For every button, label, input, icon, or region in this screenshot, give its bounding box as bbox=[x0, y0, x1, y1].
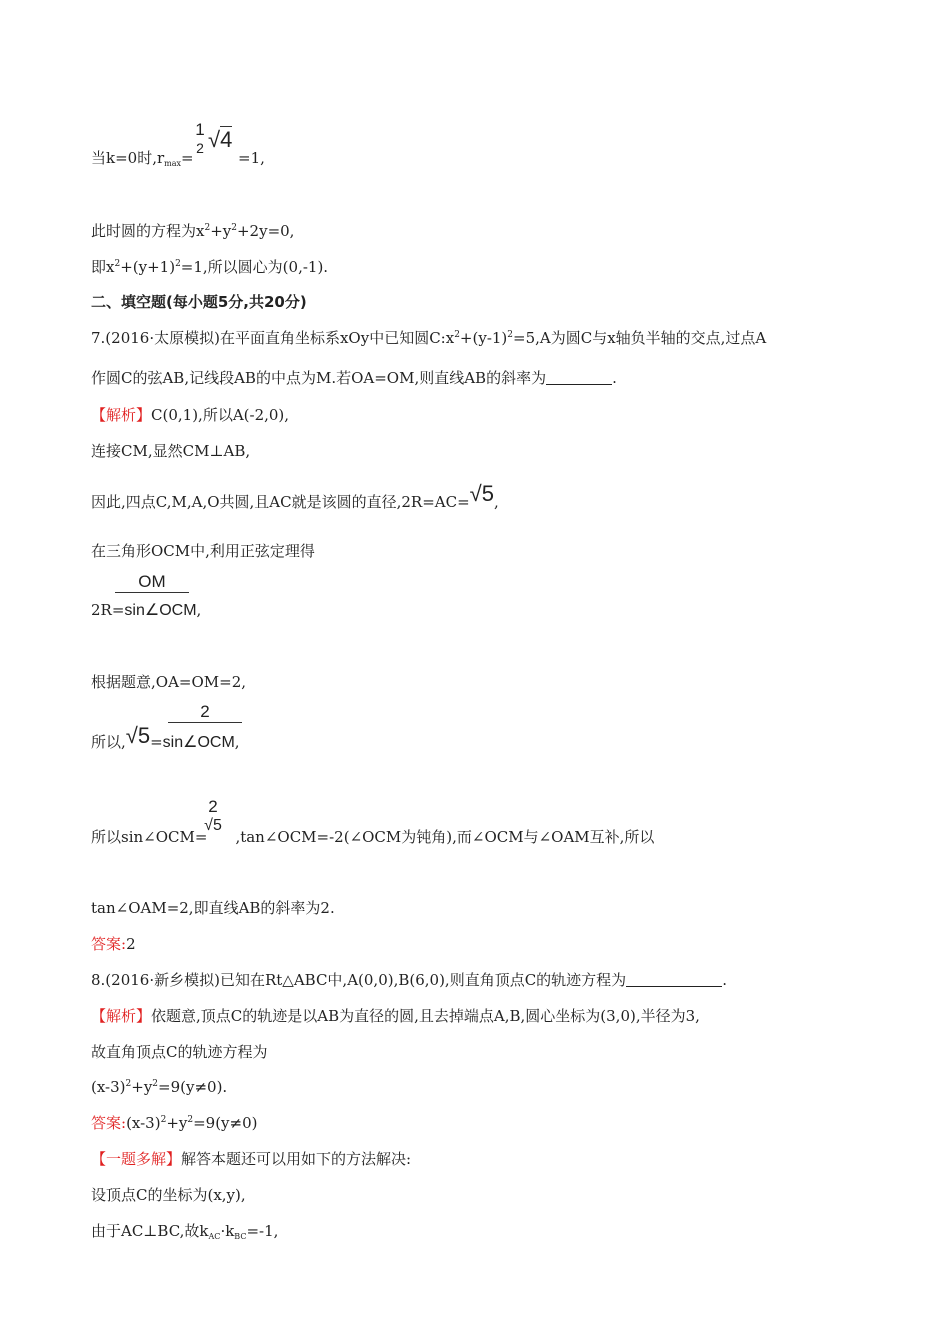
fraction-bar bbox=[115, 592, 189, 593]
denominator: sin∠OCM bbox=[162, 734, 235, 751]
text: +y bbox=[131, 1078, 153, 1096]
text: (x-3) bbox=[126, 1114, 161, 1132]
sol7-answer bbox=[91, 934, 136, 954]
superscript: 2 bbox=[175, 259, 181, 269]
text: , bbox=[493, 493, 499, 511]
text: 作圆C的弦AB,记线段AB的中点为M.若OA=OM,则直线AB的斜率为 bbox=[91, 369, 547, 387]
fraction-one-half bbox=[193, 120, 207, 156]
multi-line3 bbox=[91, 1221, 278, 1241]
text: =9(y≠0). bbox=[158, 1078, 228, 1096]
rmax-line bbox=[91, 148, 194, 168]
text: ,tan∠OCM=-2(∠OCM为钝角),而∠OCM与∠OAM互补,所以 bbox=[235, 828, 655, 846]
text: 故直角顶点C的轨迹方程为 bbox=[91, 1043, 268, 1061]
fraction-2-over-sin bbox=[168, 702, 242, 723]
superscript: 2 bbox=[187, 1115, 194, 1125]
superscript: 2 bbox=[125, 1079, 132, 1089]
sqrt-5: √5 bbox=[469, 481, 494, 506]
multi-line1 bbox=[91, 1149, 411, 1169]
text: =-1, bbox=[246, 1222, 279, 1240]
superscript: 2 bbox=[454, 330, 460, 340]
superscript: 2 bbox=[204, 223, 211, 233]
text: 所以sin∠OCM= bbox=[91, 828, 208, 846]
answer-value: 2 bbox=[126, 935, 136, 953]
circle-equation bbox=[91, 221, 294, 241]
numerator: 1 bbox=[195, 120, 205, 139]
text: +(y+1) bbox=[120, 258, 176, 276]
q7-line1 bbox=[91, 328, 766, 348]
text: C(0,1),所以A(-2,0), bbox=[151, 406, 290, 424]
superscript: 2 bbox=[160, 1115, 167, 1125]
sol7-line5 bbox=[91, 600, 201, 621]
sol7-line6 bbox=[91, 672, 246, 692]
fraction-om-over-sin bbox=[115, 572, 189, 593]
sqrt-symbol: √ bbox=[208, 127, 221, 152]
numerator: 2 bbox=[208, 797, 218, 816]
answer-blank[interactable] bbox=[626, 972, 722, 987]
text: 连接CM,显然CM⊥AB, bbox=[91, 442, 251, 460]
text: tan∠OAM=2,即直线AB的斜率为2. bbox=[91, 899, 335, 917]
sol8-line3 bbox=[91, 1077, 227, 1097]
text: 由于AC⊥BC,故k bbox=[91, 1222, 209, 1240]
circle-center-line bbox=[91, 257, 328, 277]
text: 因此,四点C,M,A,O共圆,且AC就是该圆的直径,2R=AC= bbox=[91, 493, 470, 511]
sol7-line7 bbox=[91, 723, 240, 753]
answer-blank[interactable] bbox=[546, 370, 612, 385]
denominator: 2 bbox=[196, 140, 204, 156]
text: = bbox=[150, 733, 163, 751]
text: 解答本题还可以用如下的方法解决: bbox=[181, 1150, 412, 1168]
answer-label: 答案: bbox=[91, 935, 127, 953]
text: . bbox=[612, 369, 617, 387]
text: (x-3) bbox=[91, 1078, 126, 1096]
multi-line2 bbox=[91, 1185, 246, 1205]
superscript: 2 bbox=[507, 330, 514, 340]
superscript: 2 bbox=[152, 1079, 159, 1089]
denominator: sin∠OCM bbox=[124, 602, 197, 619]
text: , bbox=[196, 601, 202, 619]
q7-line2 bbox=[91, 368, 617, 388]
sol7-line4 bbox=[91, 541, 315, 561]
text: 根据题意,OA=OM=2, bbox=[91, 673, 247, 691]
text: 依题意,顶点C的轨迹是以AB为直径的圆,且去掉端点A,B,圆心坐标为(3,0),半径为3, bbox=[151, 1007, 700, 1025]
text: 8.(2016·新乡模拟)已知在Rt△ABC中,A(0,0),B(6,0),则直角顶点C的轨迹方程为 bbox=[91, 971, 627, 989]
text: , bbox=[234, 733, 240, 751]
sol7-line8 bbox=[91, 827, 654, 847]
rmax-result bbox=[238, 148, 265, 168]
sqrt-5: √5 bbox=[125, 723, 151, 748]
multi-solution-tag: 【一题多解】 bbox=[91, 1150, 182, 1168]
text: +2y=0, bbox=[236, 222, 295, 240]
text: 设顶点C的坐标为(x,y), bbox=[91, 1186, 246, 1204]
text: . bbox=[722, 971, 727, 989]
superscript: 2 bbox=[114, 259, 121, 269]
section-heading: 二、填空题(每小题5分,共20分) bbox=[91, 293, 307, 311]
radicand: 4 bbox=[220, 127, 233, 152]
sol8-line1 bbox=[91, 1006, 700, 1026]
text: =5,A为圆C与x轴负半轴的交点,过点A bbox=[513, 329, 767, 347]
text: = bbox=[181, 149, 194, 167]
text: =9(y≠0) bbox=[193, 1114, 258, 1132]
text: 在三角形OCM中,利用正弦定理得 bbox=[91, 542, 315, 560]
text: =1,所以圆心为(0,-1). bbox=[180, 258, 329, 276]
denominator: √5 bbox=[204, 817, 222, 834]
fraction-bar bbox=[168, 722, 242, 723]
sqrt-4 bbox=[208, 126, 232, 154]
text: 所以, bbox=[91, 733, 126, 751]
superscript: 2 bbox=[231, 223, 237, 233]
sol7-line1 bbox=[91, 405, 289, 425]
subscript: AC bbox=[208, 1232, 221, 1241]
subscript: max bbox=[164, 159, 182, 168]
analysis-tag: 【解析】 bbox=[91, 406, 152, 424]
text: 当k=0时,r bbox=[91, 149, 165, 167]
subscript: BC bbox=[234, 1232, 247, 1241]
numerator: OM bbox=[138, 572, 166, 591]
text: +y bbox=[166, 1114, 188, 1132]
text: 即x bbox=[91, 258, 115, 276]
sol7-line2 bbox=[91, 441, 250, 461]
text: 2R= bbox=[91, 601, 125, 619]
text: +y bbox=[210, 222, 232, 240]
numerator: 2 bbox=[200, 702, 210, 721]
q8-line bbox=[91, 970, 727, 990]
section-title bbox=[91, 292, 307, 312]
text: =1, bbox=[238, 149, 265, 167]
answer-label: 答案: bbox=[91, 1114, 127, 1132]
text: +(y-1) bbox=[459, 329, 508, 347]
text: 此时圆的方程为x bbox=[91, 222, 205, 240]
sol8-line2 bbox=[91, 1042, 267, 1062]
analysis-tag: 【解析】 bbox=[91, 1007, 152, 1025]
sol8-answer bbox=[91, 1113, 258, 1133]
text: ·k bbox=[220, 1222, 235, 1240]
text: 7.(2016·太原模拟)在平面直角坐标系xOy中已知圆C:x bbox=[91, 329, 455, 347]
sol7-line9 bbox=[91, 898, 335, 918]
sol7-line3 bbox=[91, 481, 499, 512]
